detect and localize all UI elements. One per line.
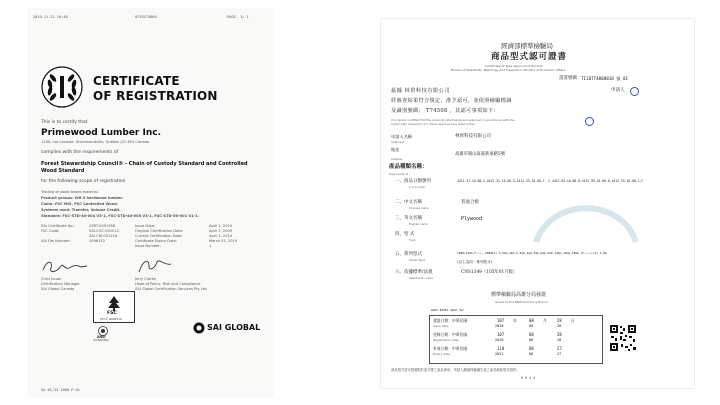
company-name: Primewood Lumber Inc. <box>41 128 162 138</box>
seal-mark-icon <box>630 87 639 96</box>
date-month: 08 <box>529 338 534 342</box>
sai-laurel-logo-icon <box>41 66 83 108</box>
field-label: Issue Date: <box>135 224 156 228</box>
day-char: 日 <box>571 318 575 323</box>
applicant-intro: 茲據 林貿科技有限公司 <box>391 88 451 94</box>
date-label: 登錄日期：中華民國 <box>433 332 468 337</box>
row-label-en: C.C.C Code <box>409 185 425 189</box>
body-line2: 及識別號碼： T74508 ，其認可事項如下： <box>391 108 499 114</box>
date-day: 28 <box>557 338 562 342</box>
brand-name: SAI GLOBAL <box>207 323 261 332</box>
footer-number: 8 0 4 5 <box>521 376 536 380</box>
fsc-license: FSC® N002510 <box>100 317 122 321</box>
date-day: 28 <box>557 324 562 328</box>
field-label: Issue Number: <box>135 244 162 248</box>
footer-fax: SA 01/12 1000 P.01 <box>41 388 80 392</box>
field-label: SAI File Number: <box>41 239 71 243</box>
cert-no-label: 證書號碼： <box>559 76 582 81</box>
address-label: 地址 <box>391 147 400 152</box>
applicant-stamp-label: 申請人 <box>611 88 625 93</box>
watermark-arc-icon <box>531 187 641 247</box>
left-certificate <box>27 8 274 397</box>
field-value: SAI-COC-001012 <box>89 229 120 233</box>
signer2-title: Head of Policy, Risk and Compliance <box>135 282 201 286</box>
field-value: April 2, 2009 <box>209 229 233 233</box>
address-label-en: Address <box>391 157 403 161</box>
complies-text: complies with the requirements of <box>41 150 119 155</box>
scope-line: Product groups: W6.3 hardwood lumber. <box>41 196 124 200</box>
certificate-title-en: Certificate of Type Approval of Product <box>485 64 543 68</box>
row-label: 六、依據標準/法規 <box>395 270 433 275</box>
date-month: 08 <box>529 346 534 351</box>
signature-2-icon <box>135 256 175 276</box>
field-value: March 31, 2019 <box>209 239 238 243</box>
field-label: Current Certification Date: <box>135 234 183 238</box>
row-label-en: English name <box>409 222 428 226</box>
applicant-row-value: 林貿科技有限公司 <box>455 134 491 139</box>
chinese-name-value: 普通合板 <box>461 200 479 205</box>
fax-page: PAGE. 1/ 1 <box>227 15 249 19</box>
certificate-title-line1: CERTIFICATE <box>93 74 180 88</box>
date-day: 28 <box>557 318 562 323</box>
date-label: Expiry date <box>433 352 451 356</box>
date-label: Registration date <box>433 338 459 342</box>
signer2-org: SAI Global Certification Services Pty Ltd <box>135 287 207 291</box>
signature-1-icon <box>41 258 89 276</box>
date-year: 2018 <box>495 324 504 328</box>
date-label: 有效日期：中華民國 <box>433 346 468 351</box>
date-month: 08 <box>529 352 534 356</box>
standard-line2: Wood Standard <box>41 168 85 174</box>
series-type-value: CD89(12mm,F☆☆☆☆,CEN012) 2.5mm,3mm,3.6mm,4mm,5mm,6mm,9mm,12mm,15mm,18mm (F☆☆☆☆)(2) 1.8m <box>457 251 607 255</box>
fsc-label: FSC <box>107 311 117 316</box>
applicant-row-label-en: Applicant <box>391 140 405 144</box>
row-label: 二、中文名稱 <box>395 200 422 205</box>
field-value: SAI-CW-001218 <box>89 234 118 238</box>
scope-intro: for the following scope of registration <box>41 179 126 184</box>
fsc-tree-icon <box>106 295 122 311</box>
row-label-en: Type <box>409 238 416 242</box>
row-label: 三、英文名稱 <box>395 216 422 221</box>
row-label-en: Chinese name <box>409 206 429 210</box>
certificate-title: 商品型式認可證書 <box>491 52 568 62</box>
standards-value: CNS1349（105年01月版） <box>461 270 518 275</box>
product-header-en: Type name of <box>389 172 408 176</box>
date-label: Issue date <box>433 324 449 328</box>
standard-line1: Forest Stewardship Council® - Chain of Custody Standard and Controlled <box>41 161 248 167</box>
field-label: Original Certification Date: <box>135 229 184 233</box>
product-header: 產品種類名稱： <box>389 164 428 170</box>
ccc-code-value: 4412.31.10.00-2,4412.31.10.00-3,4412.33.10.00-7, C.4412.94.10.00-6,4412.99.10.00-6,4412.33.10.00-2-C <box>457 179 644 183</box>
date-day: 28 <box>557 332 562 337</box>
row-label: 五、系列型式 <box>395 252 422 257</box>
ansi-logo <box>93 326 113 342</box>
fsc-logo <box>93 291 135 323</box>
date-year: 107 <box>497 332 505 337</box>
ansi-label: ANSI <box>97 335 106 339</box>
bureau-name-en: Bureau of Standards, Metrology and Inspection, Ministry of Economic Affairs <box>451 68 566 72</box>
fax-date: 2019.11.22 10:48 <box>33 15 68 19</box>
body-sub-line2: Commodity Inspection Act. Items approved are listed below. <box>391 122 476 126</box>
field-value: April 1, 2014 <box>209 224 233 228</box>
footer-note: 商品型式認可證書限於原式樣之產品使用，申請人應確保後續生產之產品與原型式相符。 <box>391 368 520 372</box>
date-year: 2021 <box>495 352 504 356</box>
seal-mark-icon <box>585 117 594 126</box>
scope-line: Trading of wood based material. <box>41 190 99 194</box>
field-value: 1 <box>209 244 212 248</box>
year-char: 年 <box>513 318 517 323</box>
month-char: 月 <box>543 318 547 323</box>
fax-number: 0793474866 <box>135 15 157 19</box>
date-label: 發證日期：中華民國 <box>433 318 468 323</box>
field-label: Certificate Expiry Date: <box>135 239 178 243</box>
ansi-sub: ACCREDITED <box>93 339 109 342</box>
date-year: 107 <box>497 318 505 323</box>
english-name-value: Plywood <box>461 216 483 222</box>
right-certificate <box>381 19 694 388</box>
issue-header: 標準檢驗局高雄分局發證 <box>491 292 547 298</box>
signer1-title: Certification Manager <box>41 282 80 286</box>
date-month: 08 <box>529 324 534 328</box>
address-value: 高雄市岡山區嘉新東路5號 <box>455 152 505 157</box>
row-label: 一、商品分類號列 <box>395 179 431 184</box>
scope-line: Claim: FSC MIX, FSC Controlled Wood. <box>41 202 119 206</box>
row-label: 四、型 式 <box>395 232 415 237</box>
field-value: CERT-0091958 <box>89 224 116 228</box>
certify-text: This is to certify that <box>41 120 88 125</box>
date-month: 08 <box>529 332 534 337</box>
date-year: 110 <box>497 346 505 351</box>
ministry-name: 經濟部標準檢驗局 <box>501 42 553 50</box>
date-day: 27 <box>557 352 562 356</box>
date-day: 27 <box>557 346 562 351</box>
date-month: 08 <box>529 318 534 323</box>
row-label-en: Series Type <box>409 258 425 262</box>
certificate-title-line2: OF REGISTRATION <box>93 89 218 103</box>
body-line1: 經審查結果符合規定，准予認可，並依照檢驗標識 <box>391 98 512 104</box>
row-label-en: Standards / Laws <box>409 276 433 280</box>
issue-header-en: Issued by the BSMI Kaohsiung Branch <box>495 300 548 304</box>
company-address: 1100, rue Lacoste, Drummondville, Québec J2C 8Y4 Canada <box>41 140 150 144</box>
qr-code-icon <box>609 324 637 352</box>
field-value: 1096152 <box>89 239 106 243</box>
series-type-extra: (以上為同一系列型式) <box>457 260 493 264</box>
signer1-org: SAI Global Canada <box>41 287 75 291</box>
field-label: FSC Code: <box>41 229 60 233</box>
cert-number: TI107T4808818 號 01 <box>581 76 629 81</box>
applicant-row-label: 申請人名稱 <box>391 134 412 139</box>
signer2-name: Jerry Clarke <box>135 277 156 281</box>
field-value: April 1, 2014 <box>209 234 233 238</box>
body-sub-line1: It is hereby certified that the products listed below are approved in accordance with the... <box>391 118 517 122</box>
website: www.bsmi.gov.tw <box>431 308 464 312</box>
field-label: SAI Certificate No.: <box>41 224 75 228</box>
signer1-name: Chris Jouan <box>41 277 62 281</box>
date-year: 2018 <box>495 338 504 342</box>
sai-global-logo-icon <box>193 322 205 334</box>
scope-line: Standard: FSC-STD-40-004 V3-1, FSC-STD-40-005 V3-1, FSC-STD-50-001 V1-2. <box>41 214 199 218</box>
scope-line: Systems used: Transfer, Volume Credit. <box>41 208 121 212</box>
